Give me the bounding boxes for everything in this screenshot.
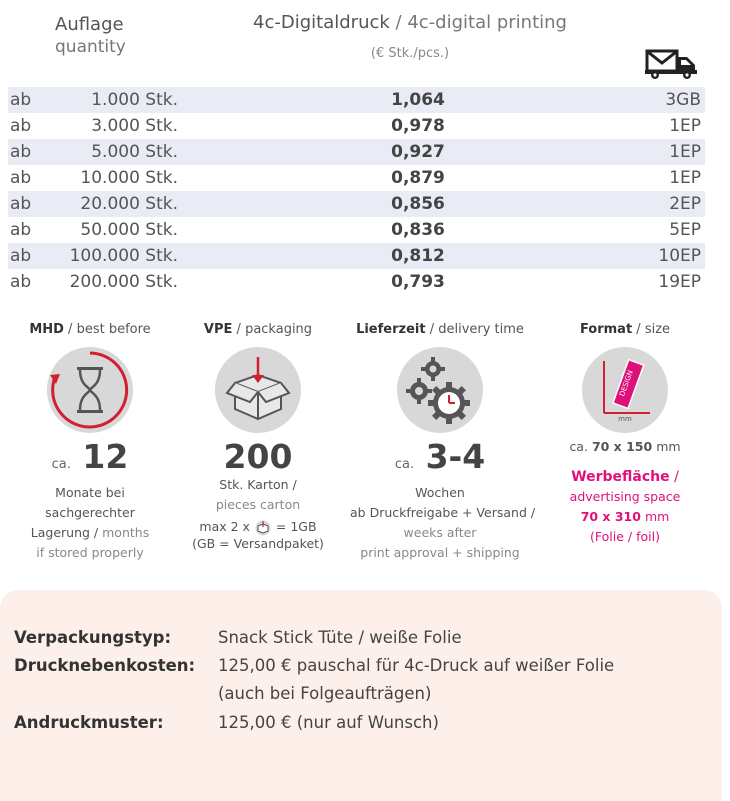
small-box-icon: [254, 520, 272, 536]
packaging-type-label: Verpackungstyp:: [14, 628, 172, 647]
format-design-icon: [582, 347, 668, 433]
vpe-title: VPE / packaging: [203, 322, 313, 337]
vpe-line: max 2 x = 1GB: [199, 519, 317, 534]
price-cell: 0,812: [391, 246, 445, 266]
quantity-cell: 5.000 Stk.: [91, 142, 178, 162]
quantity-cell: 50.000 Stk.: [80, 220, 178, 240]
shipping-cell: 5EP: [669, 220, 701, 240]
proof-sample-row: [14, 713, 439, 732]
vpe-line: pieces carton: [215, 497, 301, 512]
packaging-type-row: [14, 628, 462, 647]
mm-label: mm: [618, 415, 632, 423]
mhd-value: 12: [82, 437, 129, 476]
ca-label: ca.: [394, 457, 415, 472]
table-row: [8, 87, 705, 113]
quantity-header-de: Auflage: [55, 14, 124, 35]
quantity-header: [55, 14, 145, 58]
print-header-sep: /: [389, 12, 408, 33]
table-row: [8, 139, 705, 165]
ab-label: ab: [10, 246, 32, 266]
price-cell: 0,978: [391, 116, 445, 136]
quantity-cell: 3.000 Stk.: [91, 116, 178, 136]
ab-label: ab: [10, 220, 32, 240]
shipping-cell: 1EP: [669, 116, 701, 136]
delivery-title: Lieferzeit / delivery time: [356, 322, 524, 337]
format-size: ca. 70 x 150 mm: [569, 439, 681, 454]
advertising-space-title: Werbefläche /: [571, 469, 679, 485]
price-cell: 0,927: [391, 142, 445, 162]
unit-header: (€ Stk./pcs.): [370, 46, 450, 61]
print-header: [230, 12, 590, 33]
gears-clock-icon: [397, 347, 483, 433]
delivery-line: print approval + shipping: [360, 545, 520, 560]
print-costs-note: (auch bei Folgeaufträgen): [218, 684, 432, 703]
quantity-cell: 100.000 Stk.: [69, 246, 178, 266]
advertising-space-size: 70 x 310 mm: [580, 509, 670, 524]
format-column: [535, 322, 715, 547]
quantity-header-en: quantity: [55, 37, 126, 57]
quantity-cell: 20.000 Stk.: [80, 194, 178, 214]
table-row: [8, 217, 705, 243]
ca-label: ca.: [51, 457, 71, 472]
mhd-title: MHD / best before: [29, 322, 151, 337]
proof-sample-value: 125,00 € (nur auf Wunsch): [218, 713, 439, 732]
details-box: [0, 590, 722, 801]
price-cell: 1,064: [391, 90, 445, 110]
price-cell: 0,793: [391, 272, 445, 292]
format-title: Format / size: [579, 322, 671, 337]
ab-label: ab: [10, 168, 32, 188]
vpe-column: [168, 322, 348, 552]
shipping-cell: 19EP: [658, 272, 701, 292]
print-header-en: 4c-digital printing: [407, 12, 567, 33]
mhd-column: [0, 322, 180, 563]
price-cell: 0,836: [391, 220, 445, 240]
delivery-line: Wochen: [415, 485, 465, 500]
quantity-cell: 10.000 Stk.: [80, 168, 178, 188]
shipping-cell: 1EP: [669, 168, 701, 188]
advertising-space-en: advertising space: [569, 489, 681, 504]
table-row: [8, 113, 705, 139]
quantity-cell: 200.000 Stk.: [69, 272, 178, 292]
table-row: [8, 165, 705, 191]
ab-label: ab: [10, 194, 32, 214]
price-cell: 0,879: [391, 168, 445, 188]
ab-label: ab: [10, 272, 32, 292]
delivery-value: 3-4: [425, 437, 486, 476]
shipping-cell: 10EP: [658, 246, 701, 266]
packaging-type-value: Snack Stick Tüte / weiße Folie: [218, 628, 462, 647]
print-costs-row: [14, 656, 614, 675]
price-table: [8, 87, 705, 295]
hourglass-icon: [47, 347, 133, 433]
ab-label: ab: [10, 116, 32, 136]
design-label: DESIGN: [618, 369, 635, 398]
vpe-line: (GB = Versandpaket): [192, 535, 324, 551]
vpe-line: Stk. Karton /: [219, 477, 297, 492]
shipping-truck-icon: [645, 48, 697, 80]
table-row: [8, 191, 705, 217]
delivery-line: ab Druckfreigabe + Versand /: [350, 505, 536, 520]
vpe-value: 200: [223, 437, 293, 476]
print-costs-label: Drucknebenkosten:: [14, 656, 196, 675]
print-header-de: 4c-Digitaldruck: [253, 12, 390, 33]
quantity-cell: 1.000 Stk.: [91, 90, 178, 110]
shipping-cell: 2EP: [669, 194, 701, 214]
mhd-line: if stored properly: [36, 545, 144, 560]
shipping-cell: 1EP: [669, 142, 701, 162]
shipping-cell: 3GB: [665, 90, 701, 110]
delivery-line: weeks after: [403, 525, 477, 540]
carton-box-icon: [215, 347, 301, 433]
price-cell: 0,856: [391, 194, 445, 214]
advertising-space-note: (Folie / foil): [590, 529, 660, 544]
mhd-line: sachgerechter: [45, 505, 135, 520]
ab-label: ab: [10, 90, 32, 110]
mhd-line: Lagerung / months: [30, 525, 150, 540]
delivery-column: [350, 322, 536, 563]
print-costs-value: 125,00 € pauschal für 4c-Druck auf weißer Folie: [218, 656, 615, 675]
ab-label: ab: [10, 142, 32, 162]
table-row: [8, 243, 705, 269]
proof-sample-label: Andruckmuster:: [14, 713, 164, 732]
mhd-line: Monate bei: [55, 485, 125, 500]
table-row: [8, 269, 705, 295]
